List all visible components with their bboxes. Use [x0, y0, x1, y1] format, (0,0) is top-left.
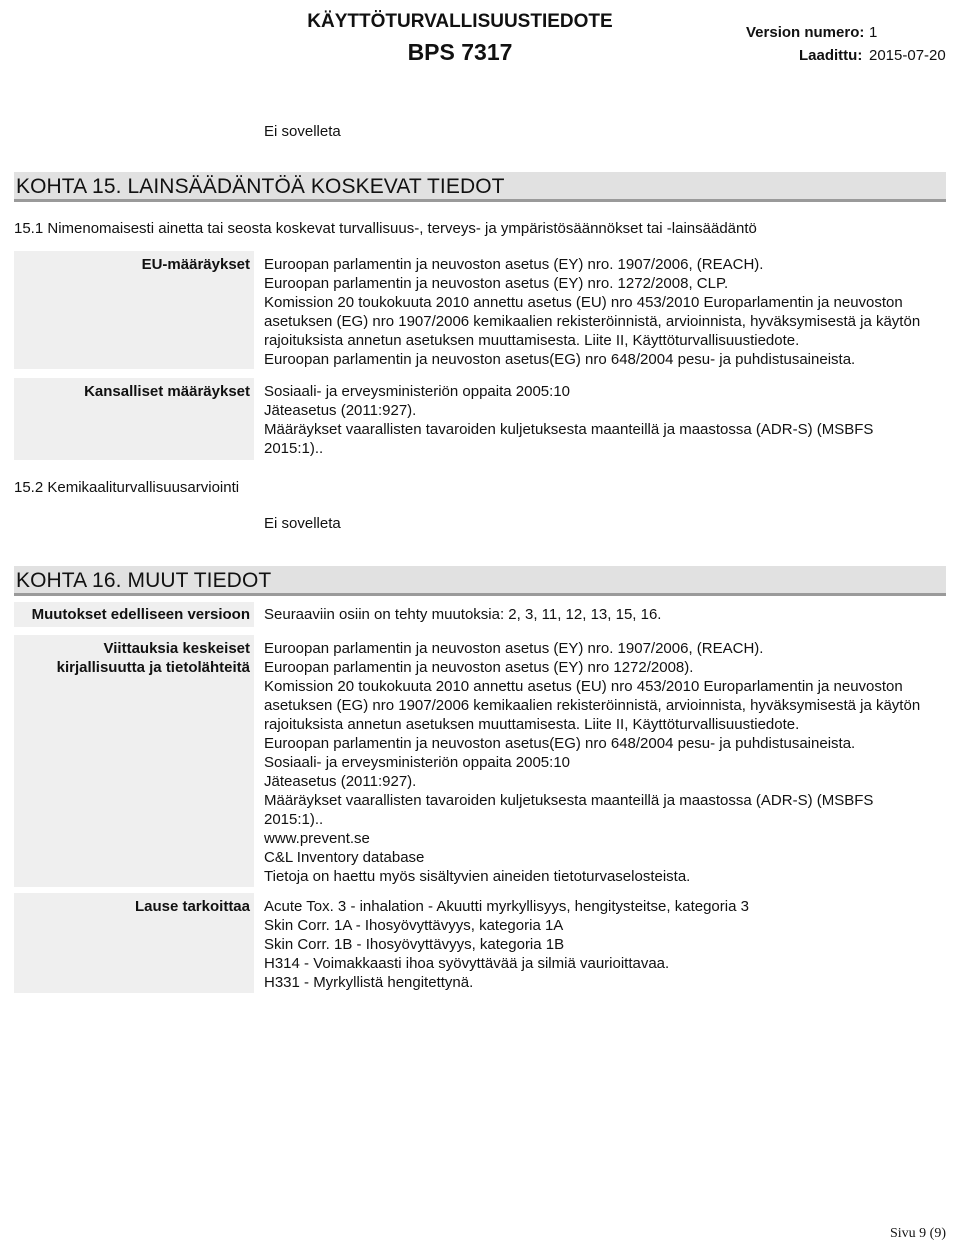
phrase-line: H331 - Myrkyllistä hengitettynä.	[264, 974, 474, 991]
reference-line: Komission 20 toukokuuta 2010 annettu asetus (EU) nro 453/2010 Europarlamentin ja neuvoston	[264, 678, 903, 695]
chemical-safety-assessment-value: Ei sovelleta	[264, 515, 341, 532]
eu-regulation-line: asetuksen (EG) nro 1907/2006 kemikaalien rekisteröinnistä, arvioinnista, hyväksymisestä ja käytön	[264, 313, 921, 330]
phrases-list	[264, 897, 948, 992]
eu-regulations-label-cell	[14, 251, 254, 369]
section-15-title: KOHTA 15. LAINSÄÄDÄNTÖÄ KOSKEVAT TIEDOT	[16, 175, 505, 198]
section-16-title: KOHTA 16. MUUT TIEDOT	[16, 569, 272, 592]
document-title: KÄYTTÖTURVALLISUUSTIEDOTE	[307, 11, 613, 32]
subsection-15-1-title: 15.1 Nimenomaisesti ainetta tai seosta koskevat turvallisuus-, terveys- ja ympäristösäännökset tai -lainsäädäntö	[14, 220, 757, 237]
reference-line: Euroopan parlamentin ja neuvoston asetus (EY) nro 1272/2008).	[264, 659, 694, 676]
changes-label: Muutokset edelliseen versioon	[31, 606, 250, 623]
references-label-cell	[14, 635, 254, 887]
not-applicable-text: Ei sovelleta	[264, 123, 341, 140]
changes-value: Seuraaviin osiin on tehty muutoksia: 2, 3, 11, 12, 13, 15, 16.	[264, 606, 662, 623]
date-value: 2015-07-20	[869, 47, 946, 64]
eu-regulation-line: Euroopan parlamentin ja neuvoston asetus(EG) nro 648/2004 pesu- ja puhdistusaineista.	[264, 351, 856, 368]
page-number: Sivu 9 (9)	[890, 1226, 946, 1241]
eu-regulations-label: EU-määräykset	[141, 256, 250, 273]
eu-regulation-line: rajoituksista annetun asetuksen muuttamisesta. Liite II, Käyttöturvallisuustiedote.	[264, 332, 800, 349]
reference-line: 2015:1)..	[264, 811, 324, 828]
phrases-label: Lause tarkoittaa	[134, 898, 250, 915]
eu-regulation-line: Euroopan parlamentin ja neuvoston asetus (EY) nro. 1907/2006, (REACH).	[264, 256, 764, 273]
references-list	[264, 639, 948, 886]
national-regulations-label: Kansalliset määräykset	[84, 383, 250, 400]
product-name: BPS 7317	[407, 39, 513, 65]
national-regulation-line: Jäteasetus (2011:927).	[264, 402, 417, 419]
reference-line: Sosiaali- ja erveysministeriön oppaita 2005:10	[264, 754, 571, 771]
phrase-line: Skin Corr. 1B - Ihosyövyttävyys, kategoria 1B	[264, 936, 565, 953]
reference-line: Euroopan parlamentin ja neuvoston asetus(EG) nro 648/2004 pesu- ja puhdistusaineista.	[264, 735, 856, 752]
reference-line: Määräykset vaarallisten tavaroiden kuljetuksesta maanteillä ja maastossa (ADR-S) (MSBFS	[264, 792, 874, 809]
reference-line: www.prevent.se	[264, 830, 370, 847]
references-label-line-2: kirjallisuutta ja tietolähteitä	[56, 659, 250, 676]
date-label: Laadittu:	[799, 47, 863, 64]
references-label-line-1: Viittauksia keskeiset	[103, 640, 250, 657]
reference-line: Euroopan parlamentin ja neuvoston asetus (EY) nro. 1907/2006, (REACH).	[264, 640, 764, 657]
national-regulation-line: Sosiaali- ja erveysministeriön oppaita 2005:10	[264, 383, 571, 400]
eu-regulations-list	[264, 255, 948, 369]
changes-label-cell	[14, 602, 254, 627]
national-regulation-line: 2015:1)..	[264, 440, 324, 457]
version-value: 1	[869, 24, 878, 41]
changes-value-block	[264, 605, 948, 624]
national-regulations-label-cell	[14, 378, 254, 460]
phrase-line: H314 - Voimakkaasti ihoa syövyttävää ja silmiä vaurioittavaa.	[264, 955, 670, 972]
eu-regulation-line: Euroopan parlamentin ja neuvoston asetus (EY) nro. 1272/2008, CLP.	[264, 275, 729, 292]
reference-line: Jäteasetus (2011:927).	[264, 773, 417, 790]
eu-regulation-line: Komission 20 toukokuuta 2010 annettu asetus (EU) nro 453/2010 Europarlamentin ja neuvoston	[264, 294, 903, 311]
national-regulation-line: Määräykset vaarallisten tavaroiden kuljetuksesta maanteillä ja maastossa (ADR-S) (MSBFS	[264, 421, 874, 438]
version-label: Version numero:	[746, 24, 865, 41]
phrase-line: Skin Corr. 1A - Ihosyövyttävyys, kategoria 1A	[264, 917, 564, 934]
section-16-header	[14, 566, 946, 596]
reference-line: C&L Inventory database	[264, 849, 425, 866]
subsection-15-2-title: 15.2 Kemikaaliturvallisuusarviointi	[14, 479, 240, 496]
phrases-label-cell	[14, 893, 254, 993]
reference-line: Tietoja on haettu myös sisältyvien aineiden tietoturvaselosteista.	[264, 868, 691, 885]
reference-line: rajoituksista annetun asetuksen muuttamisesta. Liite II, Käyttöturvallisuustiedote.	[264, 716, 800, 733]
national-regulations-list	[264, 382, 948, 458]
section-15-header	[14, 172, 946, 202]
phrase-line: Acute Tox. 3 - inhalation - Akuutti myrkyllisyys, hengitysteitse, kategoria 3	[264, 898, 749, 915]
reference-line: asetuksen (EG) nro 1907/2006 kemikaalien rekisteröinnistä, arvioinnista, hyväksymisestä ja käytön	[264, 697, 921, 714]
